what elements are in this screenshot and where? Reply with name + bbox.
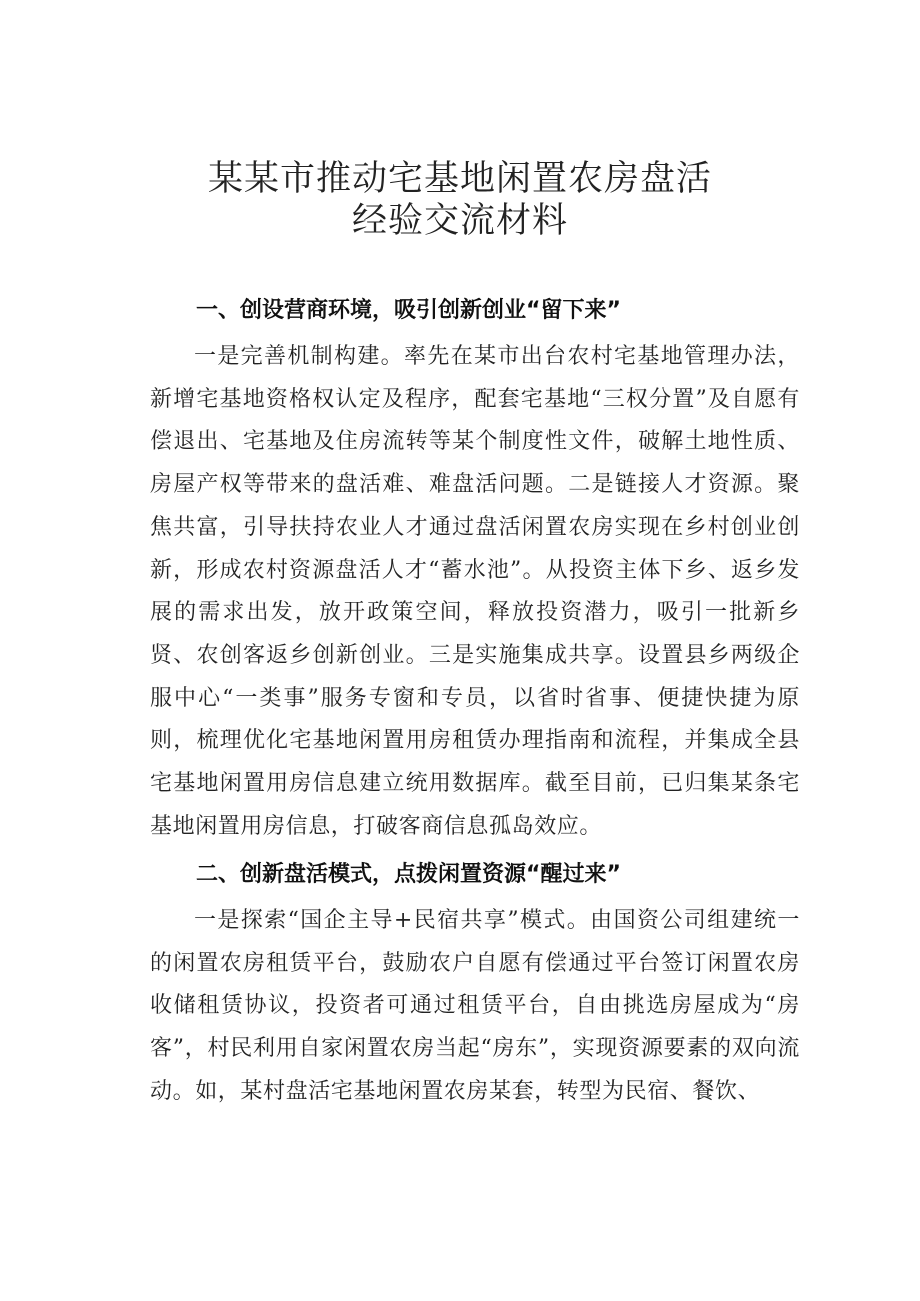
document-title-line-2: 经验交流材料 (351, 201, 568, 241)
section-1-paragraph: 一是完善机制构建。率先在某市出台农村宅基地管理办法，新增宅基地资格权认定及程序，配套宅基地“三权分置”及自愿有偿退出、宅基地及住房流转等某个制度性文件，破解土地性质、房屋产权等带来的盘活难、难盘活问题。二是链接人才资源。聚焦共富，引导扶持农业人才通过盘活闲置农房实现在乡村创业创新，形成农村资源盘活人才“蓄水池”。从投资主体下乡、返乡发展的需求出发，放开政策空间，释放投资潜力，吸引一批新乡贤、农创客返乡创新创业。三是实施集成共享。设置县乡两级企服中心“一类事”服务专窗和专员，以省时省事、便捷快捷为原则，梳理优化宅基地闲置用房租赁办理指南和流程，并集成全县宅基地闲置用房信息建立统用数据库。截至目前，已归集某条宅基地闲置用房信息，打破客商信息孤岛效应。 (150, 344, 800, 839)
section-2-paragraph: 一是探索“国企主导+民宿共享”模式。由国资公司组建统一的闲置农房租赁平台，鼓励农户自愿有偿通过平台签订闲置农房收储租赁协议，投资者可通过租赁平台，自由挑选房屋成为“房客”，村民利用自家闲置农房当起“房东”，实现资源要素的双向流动。如，某村盘活宅基地闲置农房某套，转型为民宿、餐饮、 (150, 908, 800, 1104)
section-2-heading: 二、创新盘活模式，点拨闲置资源“醒过来” (196, 862, 621, 887)
section-1-heading: 一、创设营商环境，吸引创新创业“留下来” (196, 298, 621, 323)
document-title-line-1: 某某市推动宅基地闲置农房盘活 (207, 159, 712, 199)
